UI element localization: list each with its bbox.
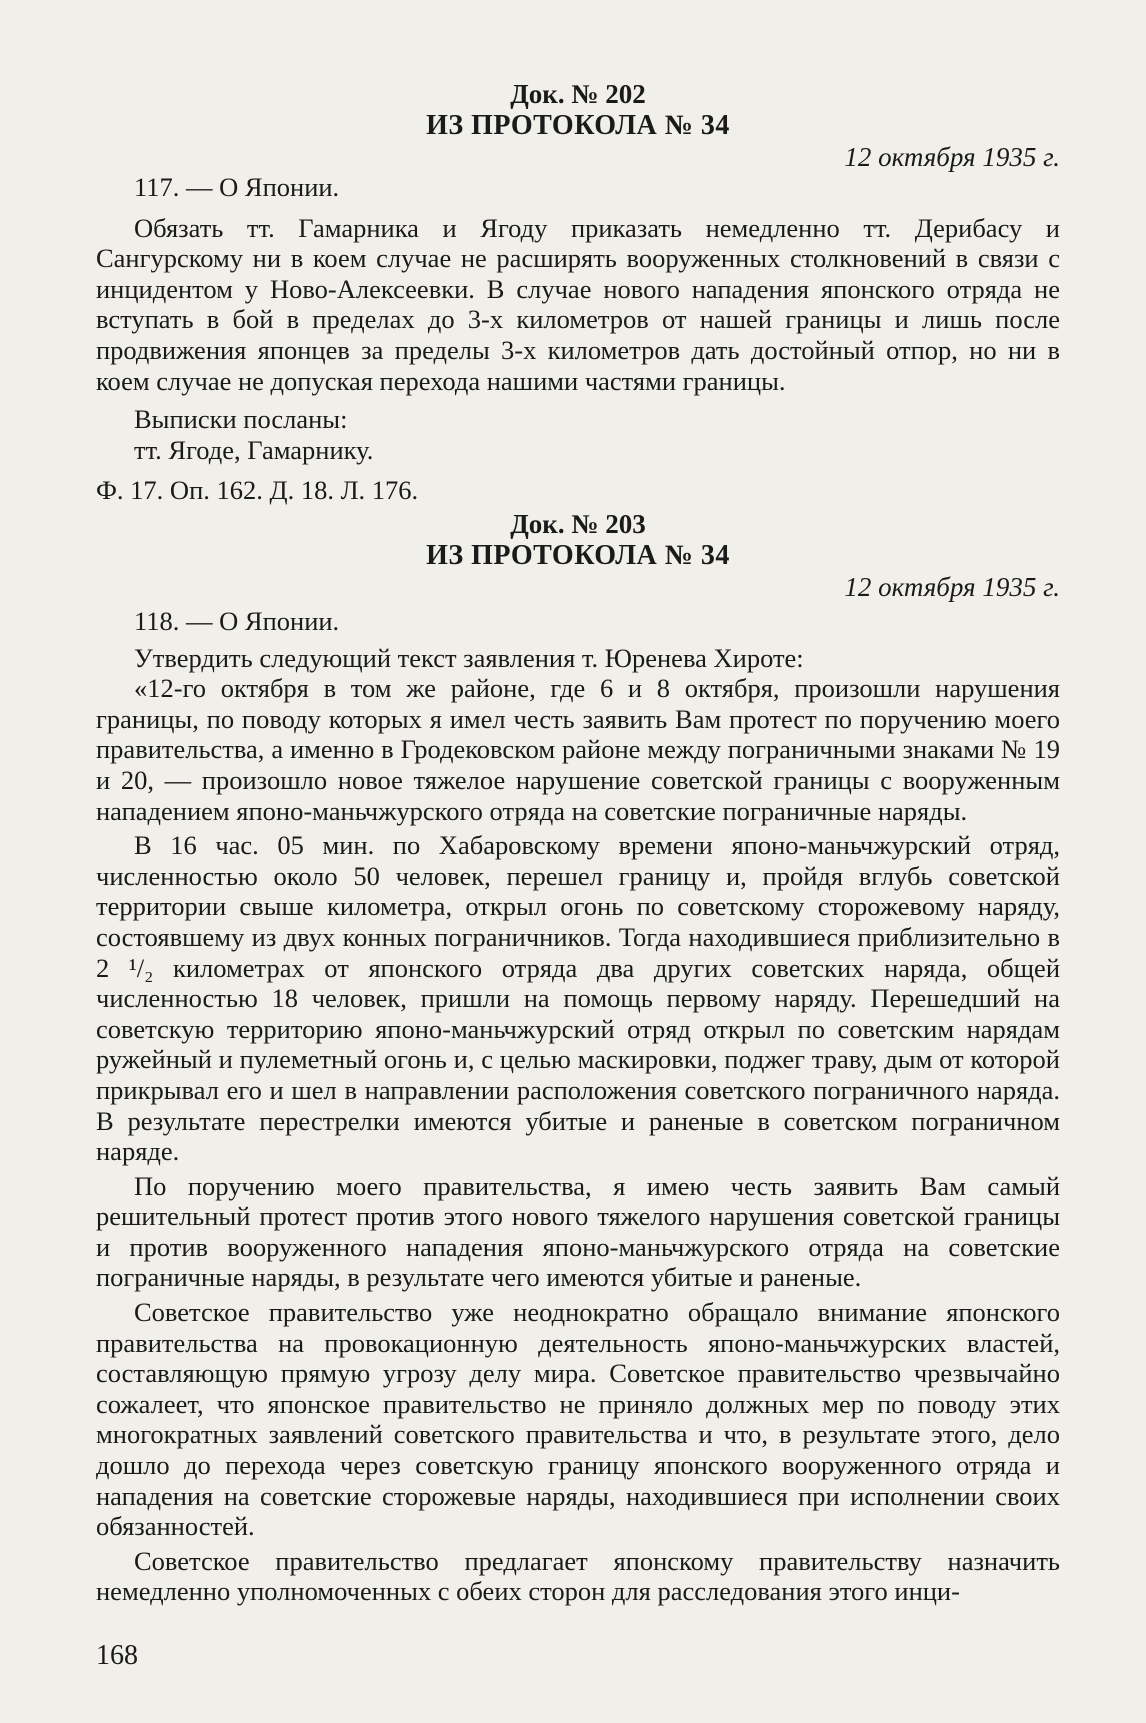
- doc-202-item: 117. — О Японии.: [134, 172, 340, 202]
- doc-203-paragraph-2: В 16 час. 05 мин. по Хабаровскому времени японо-маньчжурский отряд, численностью около 50 человек, перешел границу и, пройдя вглубь советской территории свыше километра, открыл огонь по советскому сторожевому наряду, состоявшему из двух конных пограничников. Тогда находившиеся приблизительно в 2 ¹/₂ километрах от японского отряда два других советских наряда, общей численностью 18 человек, пришли на помощь первому наряду. Перешедший на советскую территорию японо-маньчжурский отряд открыл по советским нарядам ружейный и пулеметный огонь и, с целью маскировки, поджег траву, дым от которой прикрывал его и шел в направлении расположения советского пограничного наряда. В результате перестрелки имеются убитые и раненые в советском пограничном наряде.: [96, 830, 1060, 1167]
- doc-203-intro: Утвердить следующий текст заявления т. Юренева Хироте:: [134, 642, 804, 673]
- doc-202-title: ИЗ ПРОТОКОЛА № 34: [426, 110, 730, 141]
- doc-202-section: [96, 78, 1060, 506]
- doc-203-paragraph-3: По поручению моего правительства, я имею честь заявить Вам самый решительный протест против этого нового тяжелого нарушения советской границы и против вооруженного нападения японо-маньчжурского отряда на советские пограничные наряды, в результате чего имеются убитые и раненые.: [96, 1170, 1060, 1293]
- doc-202-date: 12 октября 1935 г.: [844, 142, 1060, 172]
- doc-202-source: Ф. 17. Оп. 162. Д. 18. Л. 176.: [96, 475, 419, 506]
- doc-203-item: 118. — О Японии.: [134, 606, 340, 636]
- doc-202-extracts-recipients: тт. Ягоде, Гамарнику.: [134, 434, 374, 465]
- doc-203-paragraph-4: Советское правительство уже неоднократно обращало внимание японского правительства на провокационную деятельность японо-маньчжурских властей, составляющую прямую угрозу делу мира. Советское правительство чрезвычайно сожалеет, что японское правительство не приняло должных мер по поводу этих многократных заявлений советского правительства и что, в результате этого, дело дошло до перехода через советскую границу японского вооруженного отряда и нападения на советские сторожевые наряды, находившиеся при исполнении своих обязанностей.: [96, 1297, 1060, 1542]
- page-number: 168: [96, 1640, 138, 1671]
- doc-202-extracts-label: Выписки посланы:: [134, 404, 348, 435]
- doc-203-paragraph-5: Советское правительство предлагает японскому правительству назначить немедленно уполномоченных с обеих сторон для расследования этого инци-: [96, 1545, 1060, 1607]
- doc-203-date: 12 октября 1935 г.: [844, 572, 1060, 602]
- doc-203-title: ИЗ ПРОТОКОЛА № 34: [426, 540, 730, 571]
- doc-202-body: Обязать тт. Гамарника и Ягоду приказать немедленно тт. Дерибасу и Сангурскому ни в коем случае не расширять вооруженных столкновений в связи с инцидентом у Ново-Алексеевки. В случае нового нападения японского отряда не вступать в бой в пределах до 3-х километров от нашей границы и лишь после продвижения японцев за пределы 3-х километров дать достойный отпор, но ни в коем случае не допуская перехода нашими частями границы.: [96, 212, 1060, 396]
- doc-203-number: Док. № 203: [510, 509, 646, 539]
- doc-202-number: Док. № 202: [510, 79, 646, 109]
- doc-203-section: [96, 508, 1060, 1607]
- doc-203-paragraph-1: «12-го октября в том же районе, где 6 и 8 октября, произошли нарушения границы, по поводу которых я имел честь заявить Вам протест по поручению моего правительства, а именно в Гродековском районе между пограничными знаками № 19 и 20, — произошло новое тяжелое нарушение советской границы с вооруженным нападением японо-маньчжурского отряда на советские пограничные наряды.: [96, 673, 1060, 826]
